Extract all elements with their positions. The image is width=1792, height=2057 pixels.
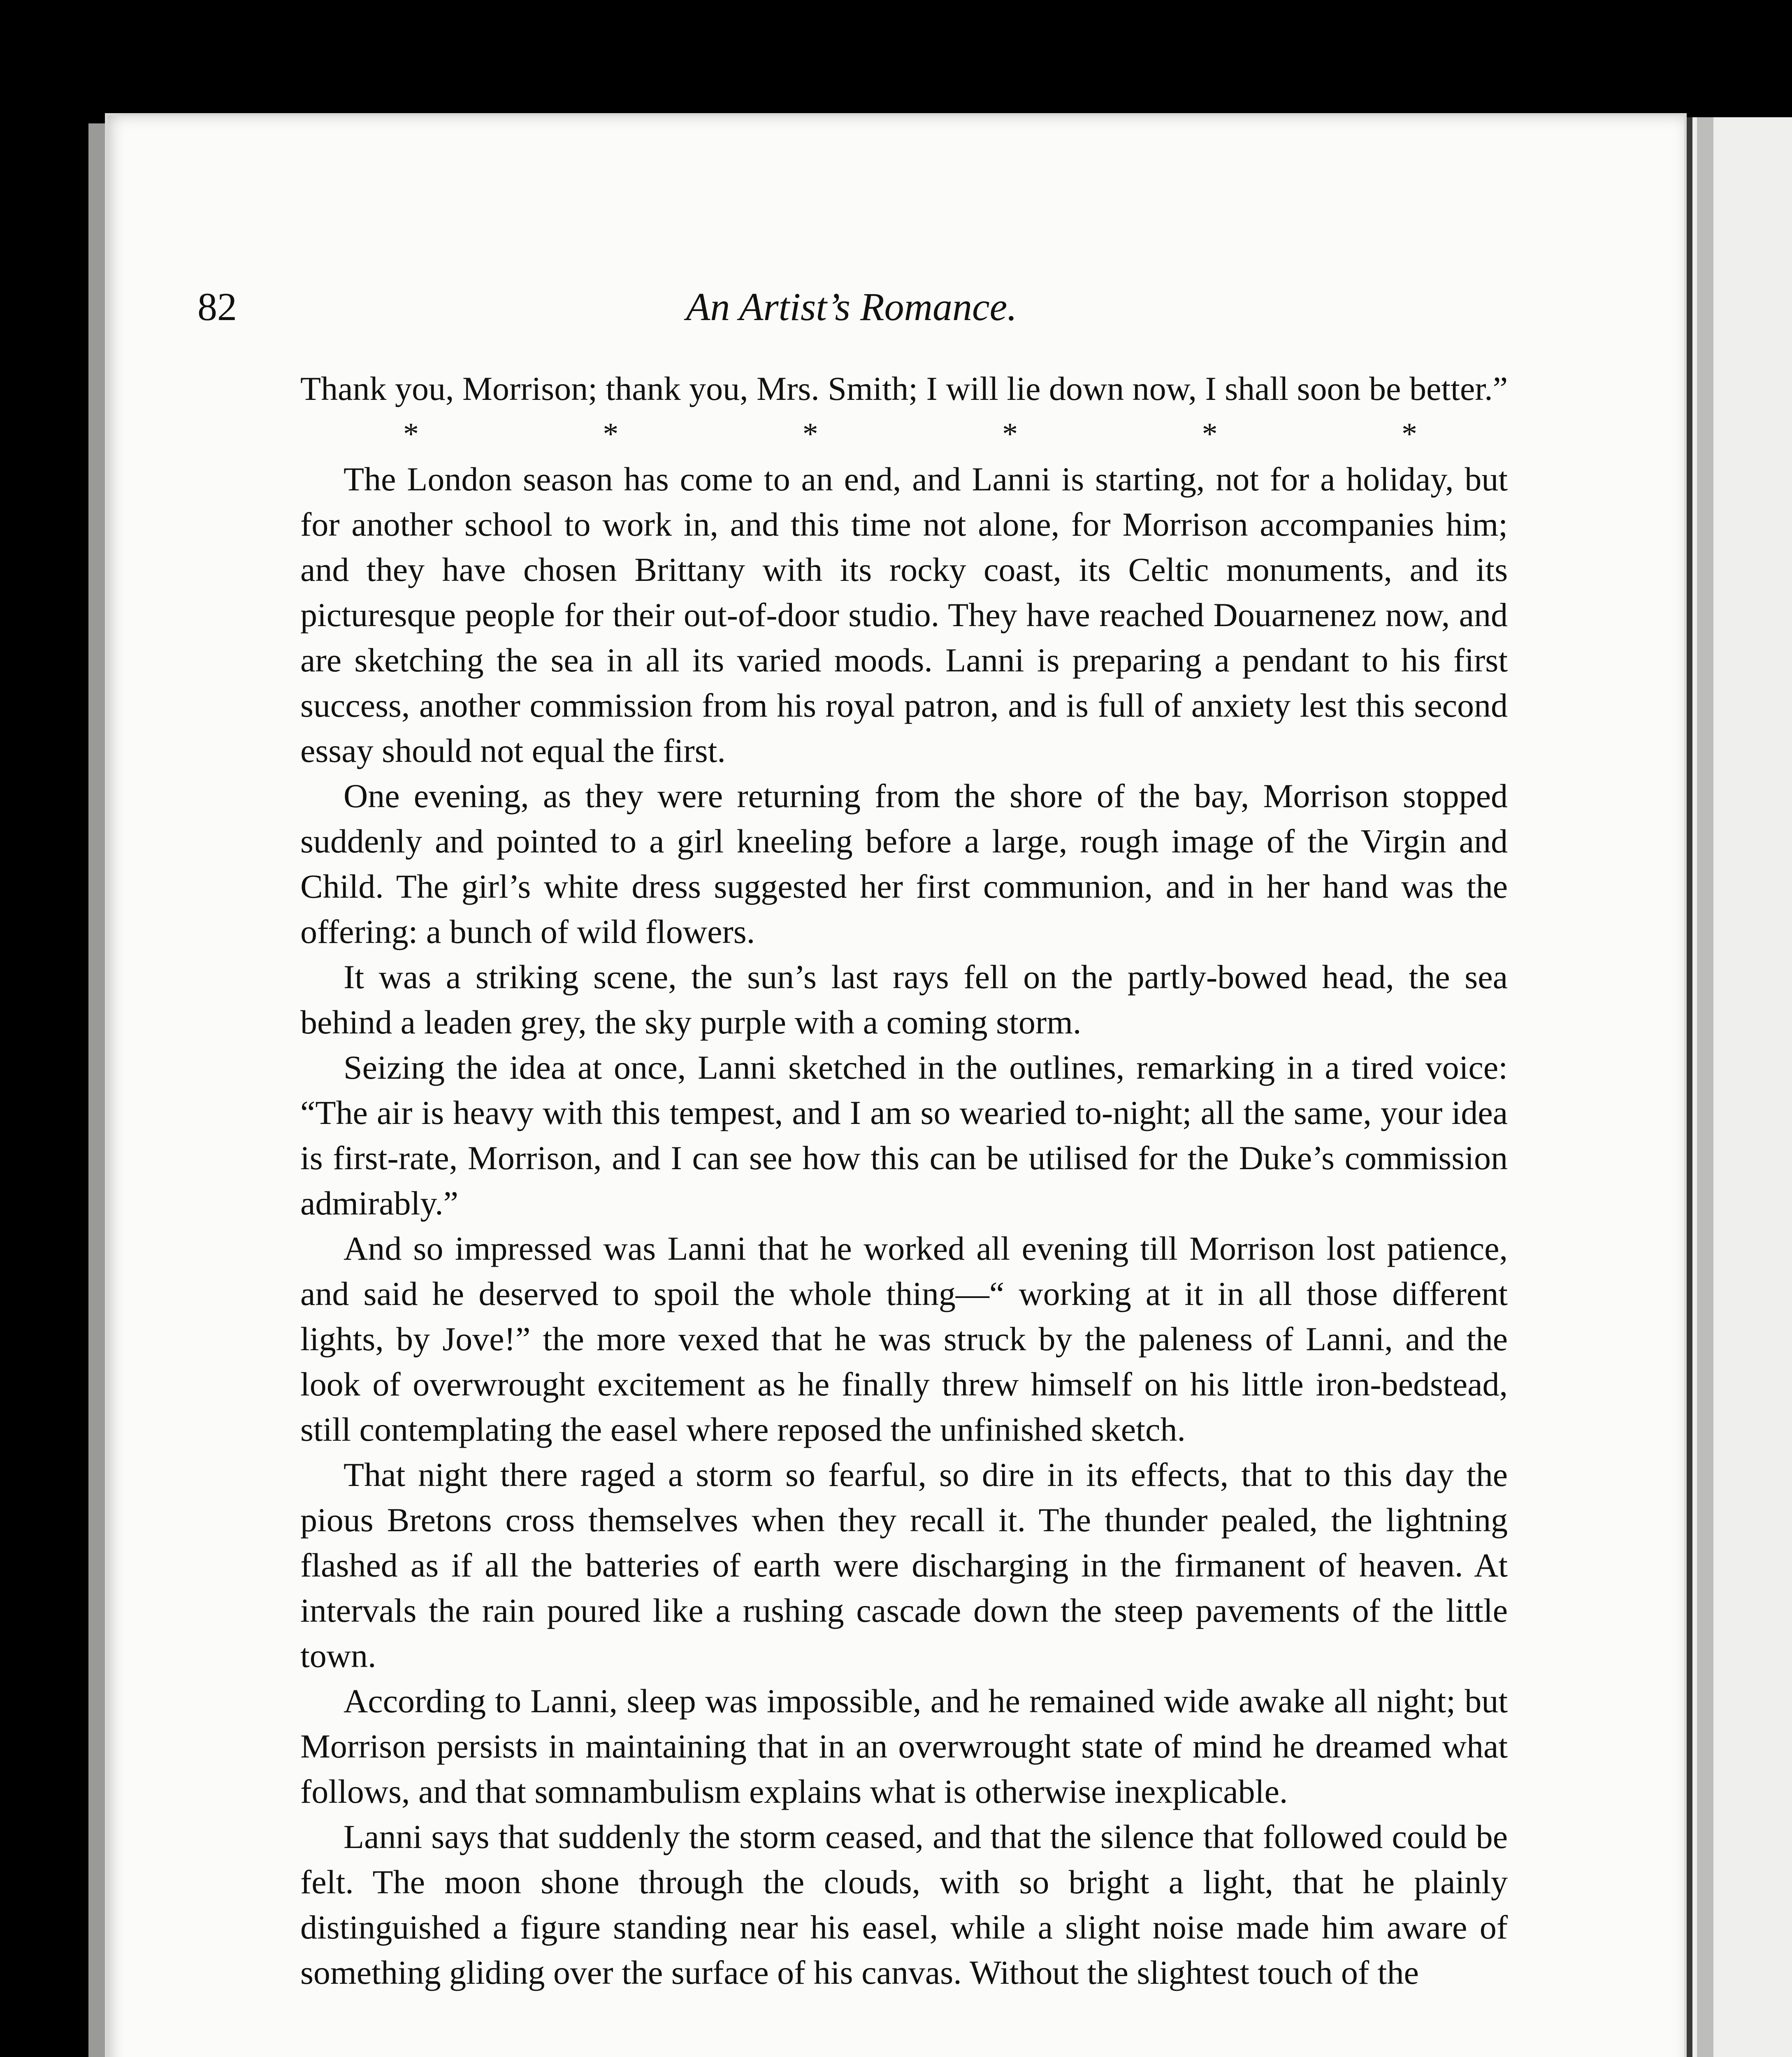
body-text [300, 366, 1508, 1995]
section-break-star: * [802, 417, 818, 451]
section-break-star: * [1202, 417, 1218, 451]
section-break-star: * [403, 417, 419, 451]
page-number: 82 [197, 285, 237, 329]
page-title: An Artist’s Romance. [686, 285, 1017, 329]
paragraph-3: One evening, as they were returning from the shore of the bay, Morrison stopped suddenly and pointed to a girl kneeling before a large, rough image of the Virgin and Child. The girl’s white dress suggested her first communion, and in her hand was the offering: a bunch of wild flowers. [300, 777, 1508, 950]
gutter-shadow [1697, 117, 1713, 2057]
paragraph-2: The London season has come to an end, and Lanni is starting, not for a holiday, but for another school to work in, and this time not alone, for Morrison accompanies him; and they have chosen Brittany with its rocky coast, its Celtic monuments, and its picturesque people for their out-of-door studio. They have reached Douarnenez now, and are sketching the sea in all its varied moods. Lanni is preparing a pendant to his first success, another commission from his royal patron, and is full of anxiety lest this second essay should not equal the first. [300, 460, 1508, 769]
paragraph-6: And so impressed was Lanni that he worked all evening till Morrison lost patience, and said he deserved to spoil the whole thing—“ working at it in all those different lights, by Jove!” the more vexed that he was struck by the paleness of Lanni, and the look of overwrought excitement as he finally threw himself on his little iron-bedstead, still contemplating the easel where reposed the unfinished sketch. [300, 1230, 1508, 1448]
paragraph-9: Lanni says that suddenly the storm ceased, and that the silence that followed could be felt. The moon shone through the clouds, with so bright a light, that he plainly distinguished a figure standing near his easel, while a slight noise made him aware of something gliding over the surface of his canvas. Without the slightest touch of the [300, 1818, 1508, 1991]
paragraph-8: According to Lanni, sleep was impossible, and he remained wide awake all night; but Morrison persists in maintaining that in an overwrought state of mind he dreamed what follows, and that somnambulism explains what is otherwise inexplicable. [300, 1682, 1508, 1810]
paragraph-1: Thank you, Morrison; thank you, Mrs. Smith; I will lie down now, I shall soon be better.” [300, 370, 1508, 407]
section-break-star: * [603, 417, 619, 451]
paragraph-5: Seizing the idea at once, Lanni sketched in the outlines, remarking in a tired voice: “The air is heavy with this tempest, and I am so wearied to-night; all the same, your idea is first-rate, Morrison, and I can see how this can be utilised for the Duke’s commission admirably.” [300, 1049, 1508, 1222]
running-head [197, 284, 1506, 333]
section-break [300, 411, 1508, 457]
page-edge-left [88, 123, 105, 2057]
paragraph-7: That night there raged a storm so fearful, so dire in its effects, that to this day the pious Bretons cross themselves when they recall it. The thunder pealed, the lightning flashed as if all the batteries of earth were discharging in the firmanent of heaven. At intervals the rain poured like a rushing cascade down the steep pavements of the little town. [300, 1456, 1508, 1674]
section-break-star: * [1401, 417, 1417, 451]
paragraph-4: It was a striking scene, the sun’s last rays fell on the partly-bowed head, the sea behind a leaden grey, the sky purple with a coming storm. [300, 958, 1508, 1041]
section-break-star: * [1002, 417, 1018, 451]
